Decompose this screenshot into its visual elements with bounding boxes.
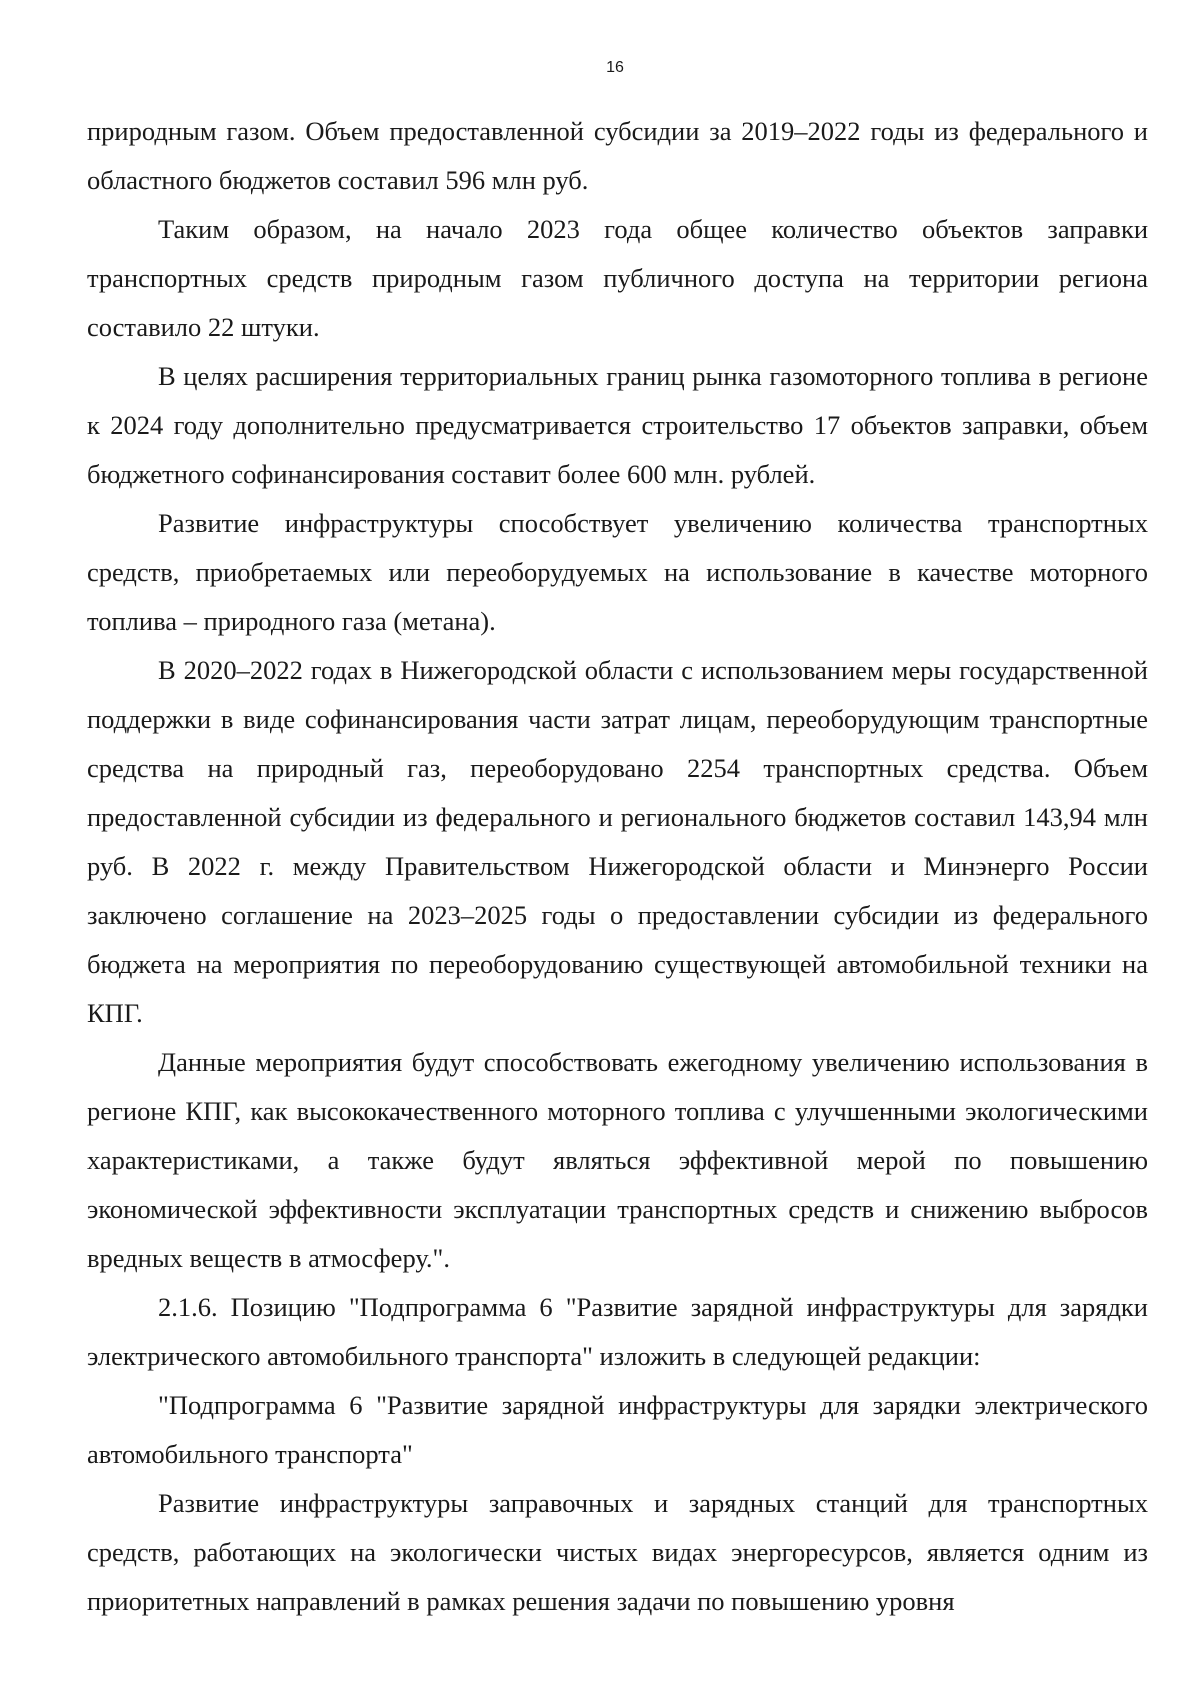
subprogram-heading: "Подпрограмма 6 "Развитие зарядной инфраструктуры для зарядки электрического автомобильного транспорта" [87, 1390, 1148, 1469]
paragraph: Развитие инфраструктуры способствует увеличению количества транспортных средств, приобретаемых или переоборудуемых на использование в качестве моторного топлива – природного газа (метана). [87, 508, 1148, 636]
paragraph: В 2020–2022 годах в Нижегородской области с использованием меры государственной поддержки в виде софинансирования части затрат лицам, переоборудующим транспортные средства на природный газ, переоборудовано 2254 транспортных средства. Объем предоставленной субсидии из федерального и регионального бюджетов составил 143,94 млн руб. В 2022 г. между Правительством Нижегородской области и Минэнерго России заключено соглашение на 2023–2025 годы о предоставлении субсидии из федерального бюджета на мероприятия по переоборудованию существующей автомобильной техники на КПГ. [87, 655, 1148, 1028]
paragraph: Развитие инфраструктуры заправочных и зарядных станций для транспортных средств, работающих на экологически чистых видах энергоресурсов, является одним из приоритетных направлений в рамках решения задачи по повышению уровня [87, 1488, 1148, 1616]
page-number: 16 [606, 59, 624, 76]
paragraph-amendment: 2.1.6. Позицию "Подпрограмма 6 "Развитие зарядной инфраструктуры для зарядки электрического автомобильного транспорта" изложить в следующей редакции: [87, 1292, 1148, 1371]
paragraph: В целях расширения территориальных границ рынка газомоторного топлива в регионе к 2024 году дополнительно предусматривается строительство 17 объектов заправки, объем бюджетного софинансирования составит более 600 млн. рублей. [87, 361, 1148, 489]
paragraph: Данные мероприятия будут способствовать ежегодному увеличению использования в регионе КПГ, как высококачественного моторного топлива с улучшенными экологическими характеристиками, а также будут являться эффективной мерой по повышению экономической эффективности эксплуатации транспортных средств и снижению выбросов вредных веществ в атмосферу.". [87, 1047, 1148, 1273]
document-body [87, 107, 1148, 1626]
paragraph-continuation: природным газом. Объем предоставленной субсидии за 2019–2022 годы из федерального и областного бюджетов составил 596 млн руб. [87, 116, 1148, 195]
paragraph: Таким образом, на начало 2023 года общее количество объектов заправки транспортных средств природным газом публичного доступа на территории региона составило 22 штуки. [87, 214, 1148, 342]
